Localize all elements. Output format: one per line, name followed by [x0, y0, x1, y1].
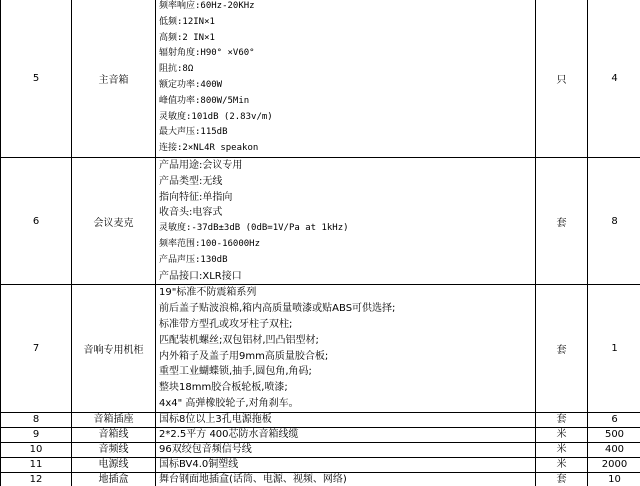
item-number: 11 [1, 457, 72, 472]
item-name: 地插盒 [72, 472, 156, 486]
table-row [1, 472, 640, 486]
spec-line: 高频:2 IN×1 [159, 32, 215, 43]
item-name: 音箱插座 [72, 412, 156, 427]
item-specs [156, 0, 536, 158]
item-number: 5 [1, 0, 72, 158]
item-spec: 国标8位以上3孔电源拖板 [156, 412, 536, 427]
spec-line: 标准带方型孔或攻牙柱子双柱; [159, 318, 293, 330]
item-spec: 舞台钢面地插盒(话筒、电源、视频、网络) [156, 472, 536, 486]
spec-line: 额定功率:400W [159, 80, 223, 90]
item-name: 会议麦克 [72, 158, 156, 285]
item-number: 6 [1, 158, 72, 285]
spec-line: 产品声压:130dB [159, 254, 228, 265]
item-quantity: 400 [588, 442, 640, 457]
item-unit: 米 [536, 427, 588, 442]
spec-line: 19"标准不防震箱系列 [159, 287, 257, 299]
spec-line: 收音头:电容式 [159, 207, 223, 219]
spec-line: 匹配装机螺丝;双包铝材,凹凸铝型材; [159, 334, 319, 346]
item-unit: 米 [536, 457, 588, 472]
item-spec: 2*2.5平方 400芯防水音箱线缆 [156, 427, 536, 442]
table-row [1, 158, 640, 285]
spec-line: 频率响应:60Hz-20KHz [159, 1, 255, 12]
spec-line: 灵敏度:-37dB±3dB (0dB=1V/Pa at 1kHz) [159, 223, 349, 234]
spec-line: 产品类型:无线 [159, 175, 223, 187]
item-name: 电源线 [72, 457, 156, 472]
item-number: 10 [1, 442, 72, 457]
item-name: 音箱线 [72, 427, 156, 442]
item-unit: 套 [536, 285, 588, 412]
item-name: 音频线 [72, 442, 156, 457]
table-row [1, 457, 640, 472]
spec-line: 内外箱子及盖子用9mm高质量胶合板; [159, 350, 329, 362]
spec-line: 灵敏度:101dB (2.83v/m) [159, 111, 273, 122]
table-row [1, 427, 640, 442]
item-quantity: 2000 [588, 457, 640, 472]
item-unit: 套 [536, 472, 588, 486]
table-row [1, 285, 640, 412]
spec-line: 辐射角度:H90° ×V60° [159, 48, 255, 59]
spec-line: 整块18mm胶合板轮板,喷漆; [159, 382, 288, 394]
spec-line: 产品接口:XLR接口 [159, 270, 242, 282]
spec-line: 连接:2×NL4R speakon [159, 143, 259, 154]
table-row [1, 0, 640, 158]
spec-line: 峰值功率:800W/5Min [159, 95, 250, 106]
item-unit: 只 [536, 0, 588, 158]
spec-line: 指向特征:单指向 [159, 191, 233, 203]
item-spec: 国标BV4.0铜塑线 [156, 457, 536, 472]
item-quantity: 6 [588, 412, 640, 427]
spec-line: 最大声压:115dB [159, 127, 228, 138]
item-specs [156, 158, 536, 285]
item-number: 7 [1, 285, 72, 412]
item-quantity: 8 [588, 158, 640, 285]
table-row [1, 412, 640, 427]
item-number: 8 [1, 412, 72, 427]
item-spec: 96双绞包音频信号线 [156, 442, 536, 457]
item-quantity: 500 [588, 427, 640, 442]
item-name: 主音箱 [72, 0, 156, 158]
table-row [1, 442, 640, 457]
spec-line: 阻抗:8Ω [159, 64, 194, 75]
spec-line: 产品用途:会议专用 [159, 160, 243, 171]
item-unit: 米 [536, 442, 588, 457]
item-unit: 套 [536, 412, 588, 427]
spec-line: 频率范围:100-16000Hz [159, 238, 261, 249]
item-quantity: 4 [588, 0, 640, 158]
item-unit: 套 [536, 158, 588, 285]
item-number: 9 [1, 427, 72, 442]
item-quantity: 10 [588, 472, 640, 486]
item-name: 音响专用机柜 [72, 285, 156, 412]
item-quantity: 1 [588, 285, 640, 412]
spec-line: 4x4" 高弹橡胶轮子,对角刹车。 [159, 397, 299, 409]
item-specs [156, 285, 536, 412]
spec-line: 前后盖子贴波浪棉,箱内高质量喷漆或贴ABS可供选择; [159, 303, 396, 315]
spec-line: 低频:12IN×1 [159, 16, 215, 27]
item-number: 12 [1, 472, 72, 486]
spec-line: 重型工业蝴蝶锁,抽手,圆包角,角码; [159, 366, 312, 378]
